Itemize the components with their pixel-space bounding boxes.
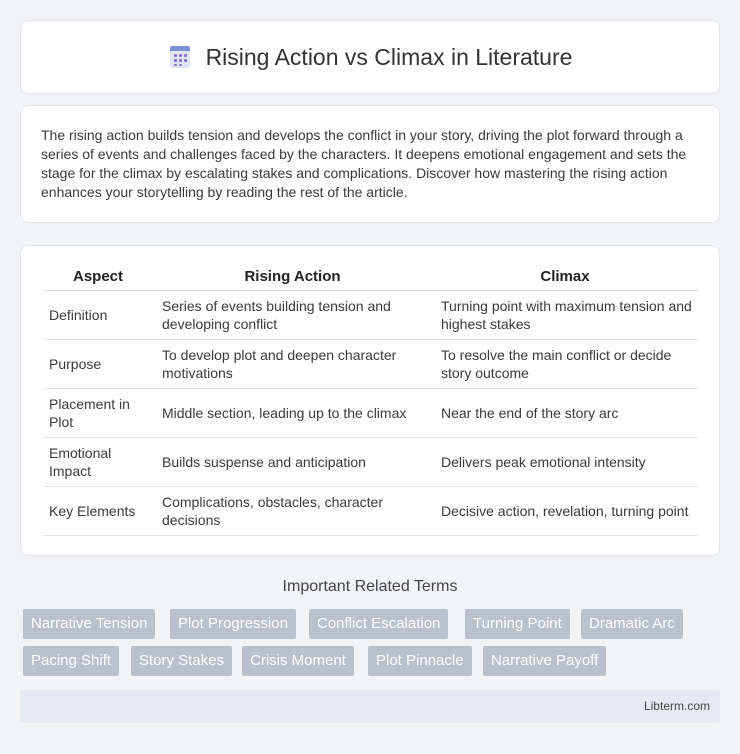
page-title: Rising Action vs Climax in Literature	[205, 43, 573, 70]
row-climax: Decisive action, revelation, turning point	[432, 486, 698, 535]
row-aspect: Emotional Impact	[43, 437, 153, 486]
row-aspect: Placement in Plot	[43, 388, 153, 437]
related-term-tag[interactable]: Crisis Moment	[242, 646, 354, 676]
related-term-tag[interactable]: Narrative Payoff	[483, 646, 606, 676]
comparison-card	[20, 245, 720, 556]
footer	[20, 690, 720, 723]
row-rising-action: Middle section, leading up to the climax	[153, 388, 432, 437]
row-aspect: Definition	[43, 290, 153, 339]
row-climax: To resolve the main conflict or decide story outcome	[432, 339, 698, 388]
table-row	[43, 388, 698, 437]
related-term-tag[interactable]: Plot Pinnacle	[368, 646, 472, 676]
intro-text: The rising action builds tension and develops the conflict in your story, driving the plot forward through a series of events and challenges faced by the characters. It deepens emotional engagement and sets the stage for the climax by escalating stakes and complications. Discover how mastering the rising action enhances your storytelling by reading the rest of the article.	[41, 127, 687, 200]
calendar-icon	[168, 44, 192, 70]
row-climax: Delivers peak emotional intensity	[432, 437, 698, 486]
related-term-tag[interactable]: Conflict Escalation	[309, 609, 448, 639]
table-row	[43, 437, 698, 486]
table-row	[43, 290, 698, 339]
row-climax: Near the end of the story arc	[432, 388, 698, 437]
related-term-tag[interactable]: Dramatic Arc	[581, 609, 683, 639]
intro-card	[20, 105, 720, 223]
footer-site-link[interactable]: Libterm.com	[643, 699, 710, 713]
related-term-tag[interactable]: Pacing Shift	[23, 646, 119, 676]
related-term-tag[interactable]: Turning Point	[465, 609, 570, 639]
related-terms-title: Important Related Terms	[282, 578, 458, 595]
row-aspect: Purpose	[43, 339, 153, 388]
comparison-table	[43, 264, 698, 536]
row-rising-action: Series of events building tension and developing conflict	[153, 290, 432, 339]
header-rising-action: Rising Action	[153, 264, 432, 290]
related-term-tag[interactable]: Story Stakes	[131, 646, 232, 676]
table-header-row	[43, 264, 698, 290]
row-rising-action: Builds suspense and anticipation	[153, 437, 432, 486]
row-rising-action: Complications, obstacles, character decisions	[153, 486, 432, 535]
row-aspect: Key Elements	[43, 486, 153, 535]
table-row	[43, 339, 698, 388]
row-climax: Turning point with maximum tension and highest stakes	[432, 290, 698, 339]
header-climax: Climax	[432, 264, 698, 290]
row-rising-action: To develop plot and deepen character motivations	[153, 339, 432, 388]
header-card	[20, 20, 720, 94]
related-term-tag[interactable]: Narrative Tension	[23, 609, 155, 639]
header-aspect: Aspect	[43, 264, 153, 290]
related-term-tag[interactable]: Plot Progression	[170, 609, 296, 639]
table-row	[43, 486, 698, 535]
